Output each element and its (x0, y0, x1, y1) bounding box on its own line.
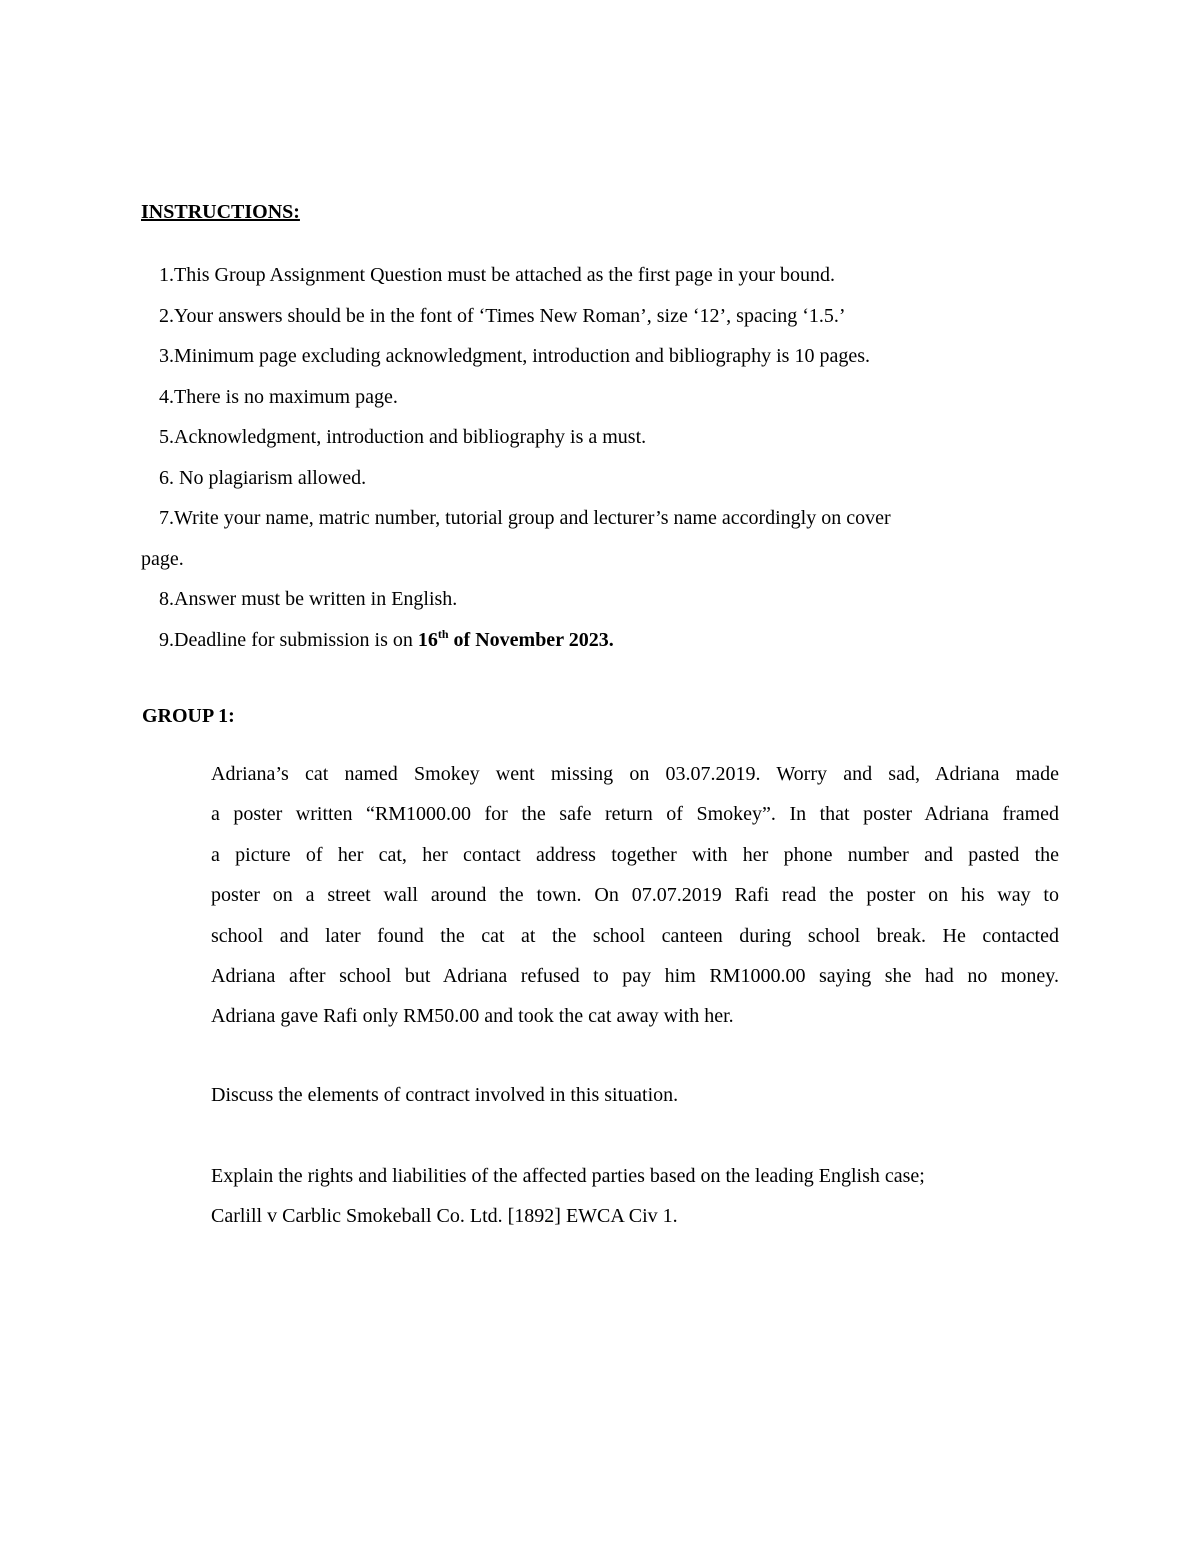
scenario-line: Adriana’s cat named Smokey went missing on 03.07.2019. Worry and sad, Adriana made (211, 763, 1059, 785)
instruction-text: No plagiarism allowed. (174, 466, 367, 489)
question-2-line-1: Explain the rights and liabilities of the affected parties based on the leading English case; (211, 1165, 925, 1187)
instruction-item-9 (141, 620, 1061, 661)
instruction-text: This Group Assignment Question must be attached as the first page in your bound. (174, 264, 836, 286)
instruction-number: 8. (159, 588, 174, 610)
instruction-item-3 (141, 336, 1061, 377)
instruction-number: 6. (159, 466, 174, 489)
deadline-month-year: of November 2023. (448, 628, 614, 651)
question-1: Discuss the elements of contract involved in this situation. (211, 1084, 679, 1106)
instruction-number: 5. (159, 426, 174, 448)
instruction-item-7-continuation: page. (141, 547, 184, 570)
instruction-text: There is no maximum page. (174, 385, 398, 408)
instruction-item-2 (141, 296, 1061, 337)
instruction-item-6 (141, 458, 1061, 499)
scenario-line: poster on a street wall around the town. On 07.07.2019 Rafi read the poster on his way to (211, 884, 1059, 907)
instruction-text (147, 620, 614, 661)
scenario-line: Adriana gave Rafi only RM50.00 and took the cat away with her. (211, 1005, 734, 1028)
group-heading: GROUP 1: (142, 705, 235, 727)
instruction-item-4 (141, 377, 1061, 418)
scenario-line: a picture of her cat, her contact address together with her phone number and pasted the (211, 843, 1059, 866)
instruction-item-7 (141, 498, 1061, 539)
instruction-text: Minimum page excluding acknowledgment, introduction and bibliography is 10 pages. (174, 345, 870, 367)
instruction-number: 3. (159, 345, 174, 367)
scenario-line: a poster written “RM1000.00 for the safe return of Smokey”. In that poster Adriana framed (211, 803, 1059, 826)
deadline-date (417, 626, 614, 651)
instruction-number: 4. (159, 385, 174, 408)
instruction-text: Your answers should be in the font of ‘Times New Roman’, size ‘12’, spacing ‘1.5.’ (174, 304, 846, 327)
question-2-line-2: Carlill v Carblic Smokeball Co. Ltd. [1892] EWCA Civ 1. (211, 1205, 678, 1228)
instruction-number: 9. (159, 628, 174, 651)
deadline-lead-text: Deadline for submission is on (174, 628, 418, 651)
instruction-number: 1. (159, 264, 174, 286)
scenario-line: Adriana after school but Adriana refused to pay him RM1000.00 saying she had no money. (211, 965, 1059, 988)
instruction-item-8 (141, 579, 1061, 620)
instruction-number: 7. (159, 507, 174, 529)
instructions-list (141, 255, 1061, 660)
deadline-day-suffix: th (437, 626, 449, 641)
instruction-item-5 (141, 417, 1061, 458)
scenario-line: school and later found the cat at the school canteen during school break. He contacted (211, 924, 1059, 947)
instructions-heading: INSTRUCTIONS: (141, 201, 300, 223)
question-2 (211, 1156, 925, 1237)
instruction-text: Acknowledgment, introduction and bibliography is a must. (174, 426, 647, 448)
scenario-paragraph (211, 754, 1059, 1037)
instruction-number: 2. (159, 304, 174, 327)
instruction-text: Answer must be written in English. (174, 588, 458, 610)
instruction-item-1 (141, 255, 1061, 296)
deadline-day: 16 (417, 628, 438, 651)
instruction-text: Write your name, matric number, tutorial group and lecturer’s name accordingly on cover (174, 507, 891, 529)
